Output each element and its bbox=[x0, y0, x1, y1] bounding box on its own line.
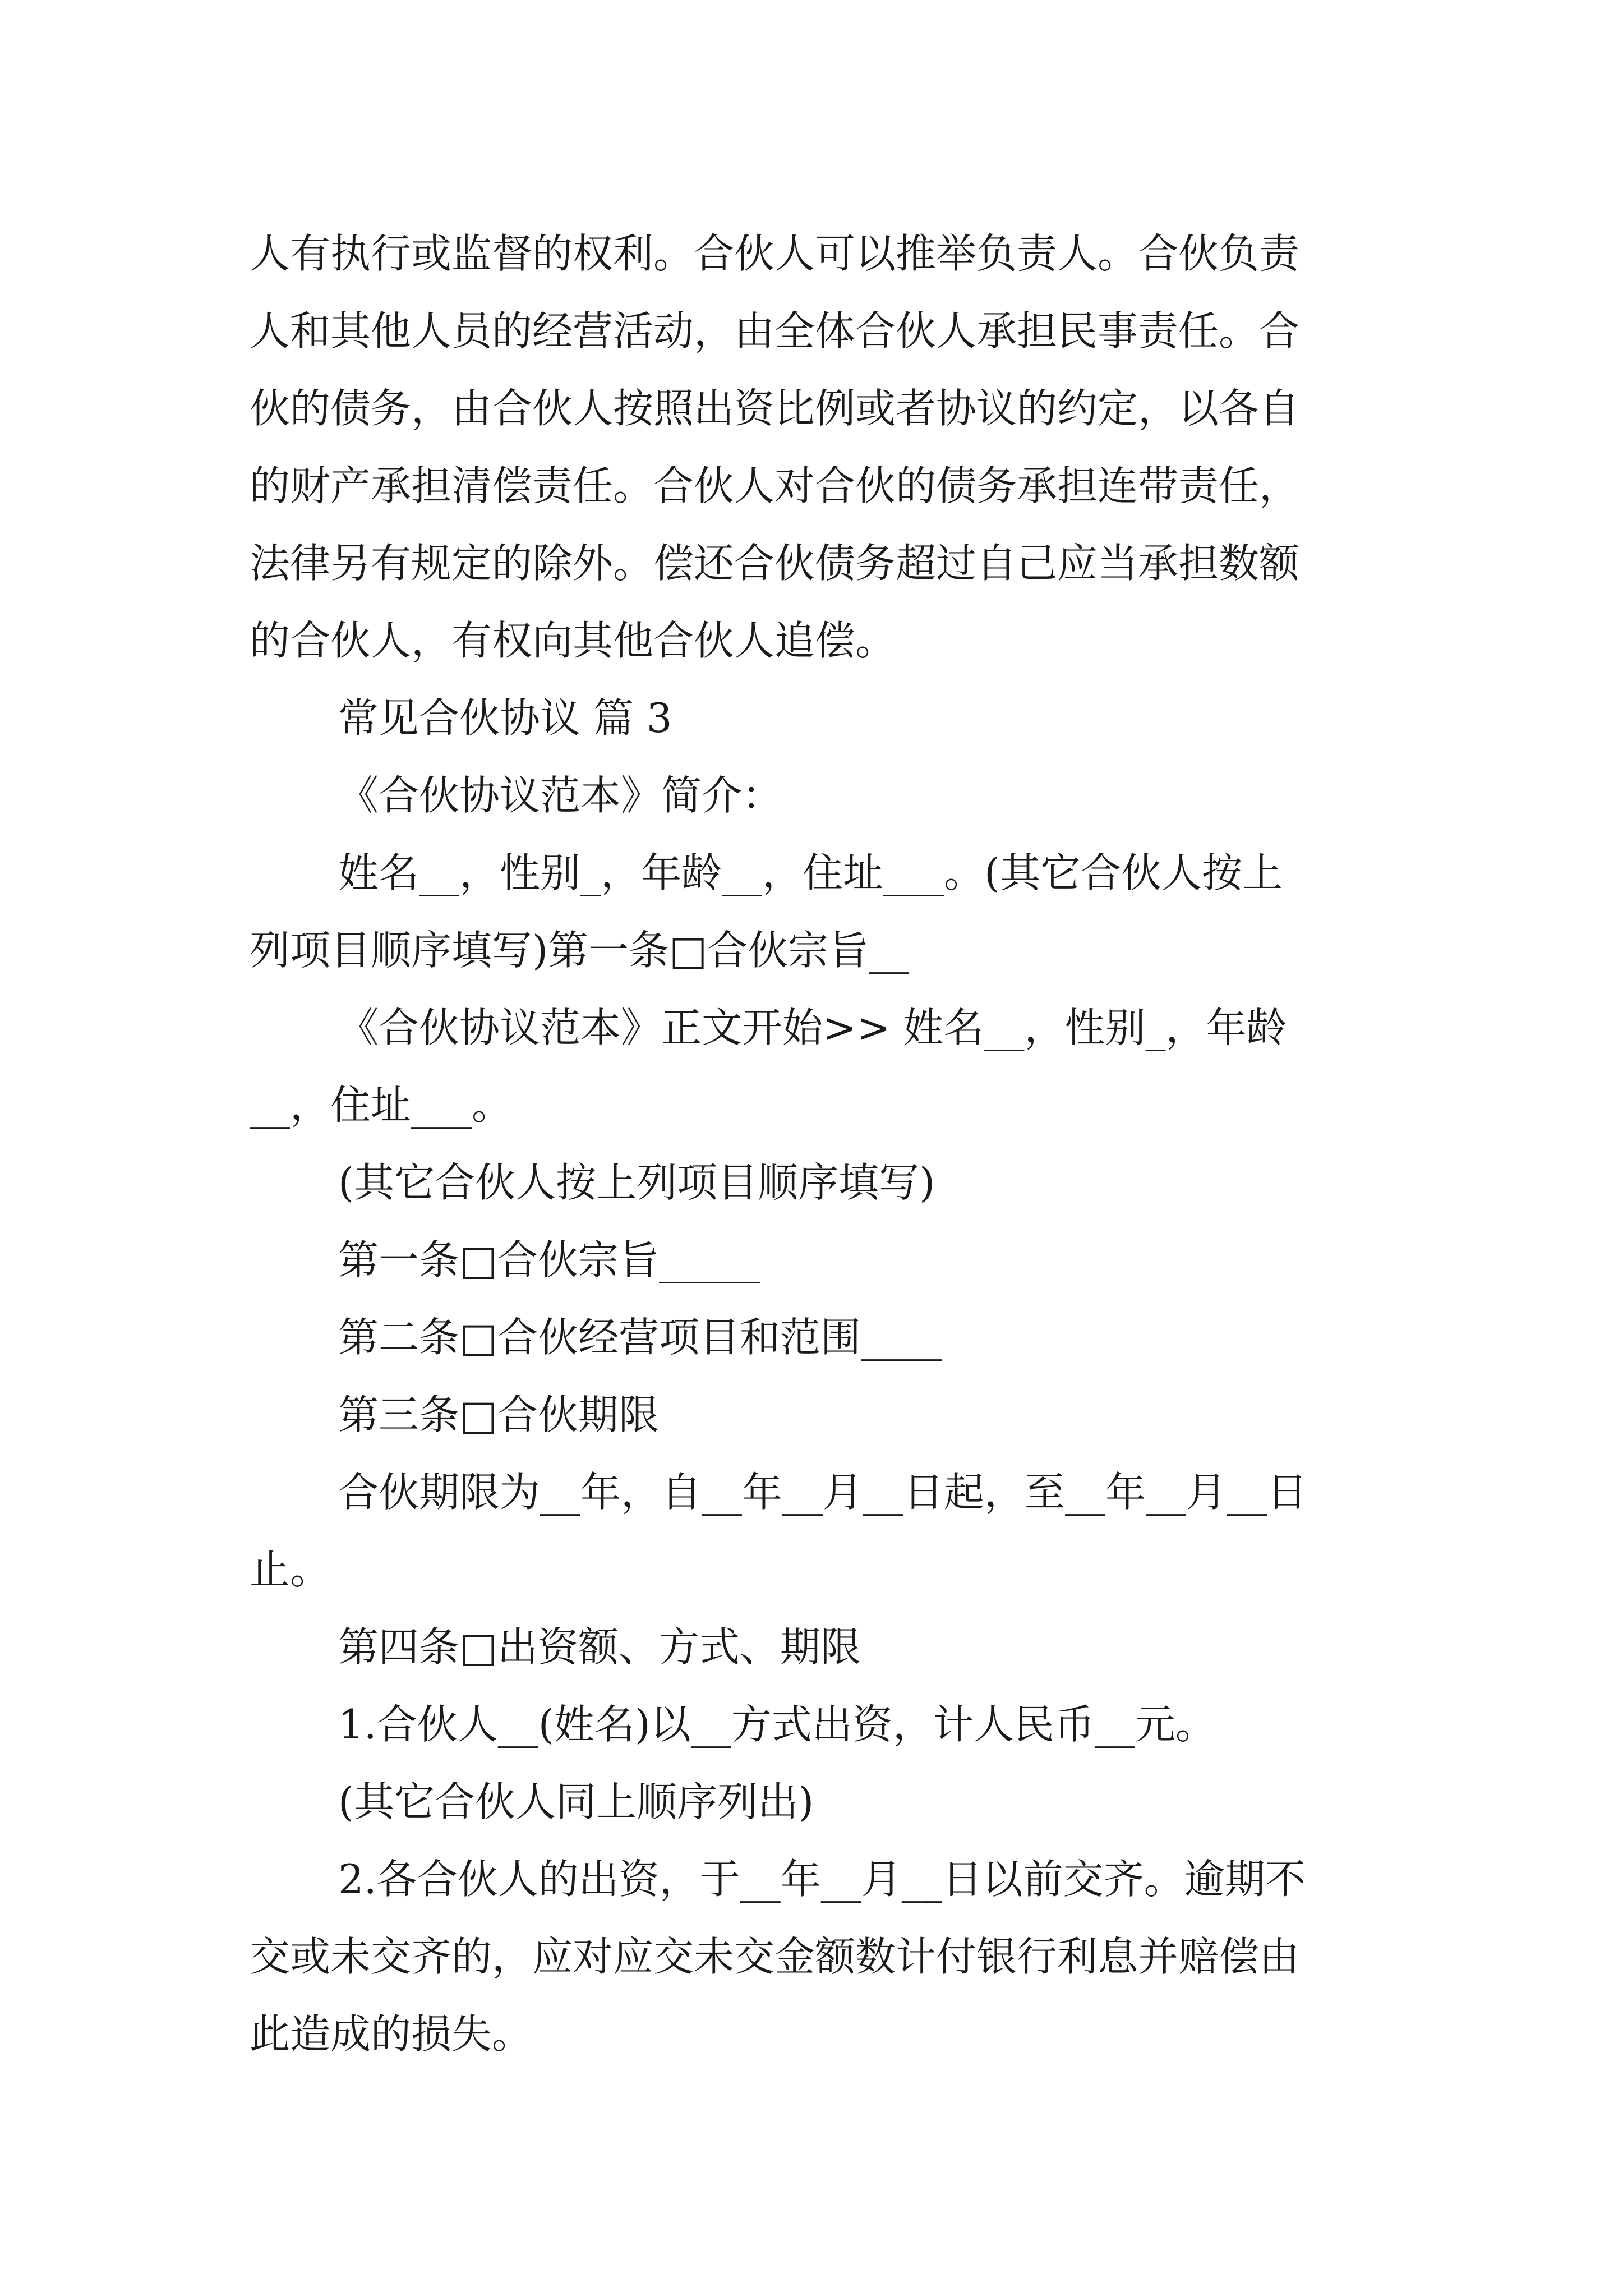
document-body bbox=[250, 215, 1388, 2073]
text-line: __，住址___。 bbox=[250, 1082, 513, 1129]
text-line: 列项目顺序填写)第一条□合伙宗旨__ bbox=[250, 927, 910, 974]
text-line: (其它合伙人同上顺序列出) bbox=[338, 1778, 814, 1825]
text-line: 合伙期限为__年，自__年__月__日起，至__年__月__日 bbox=[338, 1469, 1308, 1516]
text-line: 1.合伙人__(姓名)以__方式出资，计人民币__元。 bbox=[338, 1701, 1216, 1748]
text-line: 法律另有规定的除外。偿还合伙债务超过自己应当承担数额 bbox=[250, 540, 1300, 587]
section-heading: 常见合伙协议 篇 3 bbox=[338, 694, 672, 742]
article-line: 第二条□合伙经营项目和范围____ bbox=[338, 1314, 942, 1361]
text-line: 伙的债务，由合伙人按照出资比例或者协议的约定，以各自 bbox=[250, 385, 1300, 432]
text-line: 此造成的损失。 bbox=[250, 2010, 533, 2058]
text-line: 人有执行或监督的权利。合伙人可以推举负责人。合伙负责 bbox=[250, 230, 1300, 277]
article-line: 第四条□出资额、方式、期限 bbox=[338, 1623, 861, 1671]
text-line: 《合伙协议范本》简介： bbox=[338, 772, 783, 819]
text-line: 姓名__，性别_，年龄__，住址___。(其它合伙人按上 bbox=[338, 849, 1283, 896]
text-line: 的合伙人，有权向其他合伙人追偿。 bbox=[250, 617, 896, 664]
text-line: (其它合伙人按上列项目顺序填写) bbox=[338, 1159, 935, 1206]
text-line: 的财产承担清偿责任。合伙人对合伙的债务承担连带责任， bbox=[250, 462, 1300, 509]
article-line: 第三条□合伙期限 bbox=[338, 1391, 660, 1438]
text-line: 2.各合伙人的出资，于__年__月__日以前交齐。逾期不 bbox=[338, 1856, 1306, 1903]
text-line: 止。 bbox=[250, 1546, 331, 1593]
text-line: 交或未交齐的，应对应交未交金额数计付银行利息并赔偿由 bbox=[250, 1933, 1300, 1980]
article-line: 第一条□合伙宗旨_____ bbox=[338, 1236, 760, 1283]
text-line: 《合伙协议范本》正文开始>> 姓名__，性别_，年龄 bbox=[338, 1004, 1287, 1051]
text-line: 人和其他人员的经营活动，由全体合伙人承担民事责任。合 bbox=[250, 307, 1300, 355]
